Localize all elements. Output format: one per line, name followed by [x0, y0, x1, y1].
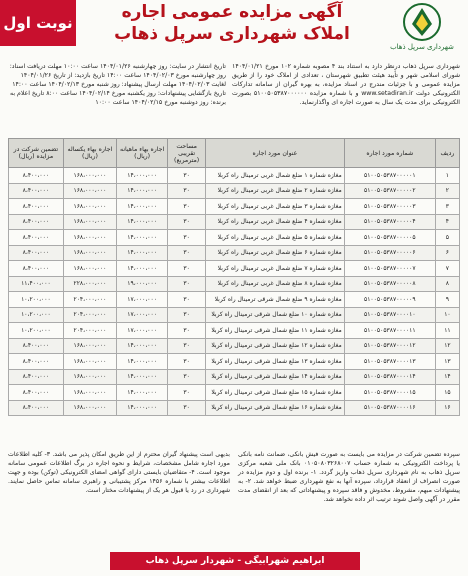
cell-row-number: ۱۳	[435, 354, 459, 370]
cell-area: ۳۰	[168, 214, 206, 230]
cell-lease-number: ۵۱۰۰۵۰۵۳۸۷۰۰۰۰۰۱	[344, 168, 435, 184]
logo-caption: شهرداری سرپل ذهاب	[390, 43, 454, 51]
cell-lease-number: ۵۱۰۰۵۰۵۳۸۷۰۰۰۰۰۹	[344, 292, 435, 308]
table-row	[9, 199, 460, 215]
cell-area: ۳۰	[168, 307, 206, 323]
cell-deposit: ۱۱،۴۰۰،۰۰۰	[9, 276, 64, 292]
cell-area: ۳۰	[168, 168, 206, 184]
cell-monthly-rent: ۱۴،۰۰۰،۰۰۰	[117, 385, 168, 401]
cell-lease-number: ۵۱۰۰۵۰۵۳۸۷۰۰۰۰۱۵	[344, 385, 435, 401]
table-row	[9, 385, 460, 401]
cell-row-number: ۳	[435, 199, 459, 215]
cell-monthly-rent: ۱۴،۰۰۰،۰۰۰	[117, 369, 168, 385]
cell-deposit: ۸،۴۰۰،۰۰۰	[9, 230, 64, 246]
col-lease-number: شماره مورد اجاره	[344, 139, 435, 168]
table-row	[9, 214, 460, 230]
cell-monthly-rent: ۱۷،۰۰۰،۰۰۰	[117, 292, 168, 308]
cell-lease-number: ۵۱۰۰۵۰۵۳۸۷۰۰۰۰۰۲	[344, 183, 435, 199]
cell-lease-title: مغازه شماره ۹ ضلع شمال شرقی ترمینال راه کربلا	[206, 292, 345, 308]
cell-row-number: ۱	[435, 168, 459, 184]
cell-deposit: ۱۰،۲۰۰،۰۰۰	[9, 323, 64, 339]
cell-row-number: ۲	[435, 183, 459, 199]
table-row	[9, 168, 460, 184]
cell-area: ۳۰	[168, 323, 206, 339]
intro-description: شهرداری سرپل ذهاب درنظر دارد به استناد بند ۴ مصوبه شماره ۱۰۲ مورخ ۱۴۰۴/۰۱/۲۱ شورای اسلامی شهر و تأیید هیئت تطبیق شهرستان ، تعدادی از املاک خود را از طریق مزایده عمومی و با جزئیات مندرج در اسناد مزایده، به بهره گیران از سامانه تدارکات الکترونیکی دولت www.setadiran.ir و با شماره مزایده ۵۱۰۰۵۰۵۳۸۷۰۰۰۰۰۰ بصورت الکترونیکی برای مدت یک سال به صورت اجاره ای واگذارنماید.	[232, 63, 460, 106]
cell-lease-title: مغازه شماره ۲ ضلع شمال غربی ترمینال راه کربلا	[206, 183, 345, 199]
cell-deposit: ۸،۴۰۰،۰۰۰	[9, 338, 64, 354]
table-row	[9, 354, 460, 370]
table-row	[9, 338, 460, 354]
cell-deposit: ۸،۴۰۰،۰۰۰	[9, 245, 64, 261]
intro-schedule: تاریخ انتشار در سایت: روز چهارشنبه ۱۴۰۴/۰۱/۲۶ ساعت ۱۰:۰۰ مهلت دریافت اسناد: روز چهارشنبه مورخ ۱۴۰۴/۰۲/۰۳ ساعت ۱۴:۰۰ تاریخ بازدید: از تاریخ ۱۴۰۴/۰۱/۲۶ لغایت ۱۴۰۴/۰۲/۰۳ مهلت ارسال پیشنهاد: روز شنبه مورخ ۱۴۰۴/۰۲/۱۳ ساعت ۱۴:۰۰ تاریخ بازگشایی پیشنهادات: روز یکشنبه مورخ ۱۴۰۴/۰۲/۱۴ ساعت ۸:۰۰ تاریخ اعلام به برنده: روز دوشنبه مورخ ۱۴۰۴/۰۲/۱۵ ساعت ۱۰:۰۰	[9, 63, 226, 106]
cell-lease-title: مغازه شماره ۱ ضلع شمال غربی ترمینال راه کربلا	[206, 168, 345, 184]
cell-monthly-rent: ۱۴،۰۰۰،۰۰۰	[117, 338, 168, 354]
cell-annual-rent: ۱۶۸،۰۰۰،۰۰۰	[63, 400, 116, 416]
cell-deposit: ۱۰،۲۰۰،۰۰۰	[9, 307, 64, 323]
cell-annual-rent: ۲۰۴،۰۰۰،۰۰۰	[63, 307, 116, 323]
cell-lease-number: ۵۱۰۰۵۰۵۳۸۷۰۰۰۰۱۰	[344, 307, 435, 323]
cell-lease-title: مغازه شماره ۱۵ ضلع شمال شرقی ترمینال راه کربلا	[206, 385, 345, 401]
cell-lease-number: ۵۱۰۰۵۰۵۳۸۷۰۰۰۰۱۱	[344, 323, 435, 339]
cell-area: ۳۰	[168, 385, 206, 401]
cell-lease-number: ۵۱۰۰۵۰۵۳۸۷۰۰۰۰۱۴	[344, 369, 435, 385]
first-turn-badge: نوبت اول	[0, 0, 76, 46]
col-row-number: ردیف	[435, 139, 459, 168]
cell-deposit: ۸،۴۰۰،۰۰۰	[9, 400, 64, 416]
cell-lease-number: ۵۱۰۰۵۰۵۳۸۷۰۰۰۰۰۴	[344, 214, 435, 230]
col-monthly-rent: اجاره بهاء ماهیانه (ریال)	[117, 139, 168, 168]
cell-area: ۳۰	[168, 230, 206, 246]
cell-deposit: ۸،۴۰۰،۰۰۰	[9, 369, 64, 385]
cell-row-number: ۸	[435, 276, 459, 292]
table-row	[9, 230, 460, 246]
cell-area: ۳۰	[168, 183, 206, 199]
cell-lease-number: ۵۱۰۰۵۰۵۳۸۷۰۰۰۰۰۶	[344, 245, 435, 261]
cell-annual-rent: ۱۶۸،۰۰۰،۰۰۰	[63, 245, 116, 261]
cell-row-number: ۱۱	[435, 323, 459, 339]
cell-annual-rent: ۱۶۸،۰۰۰،۰۰۰	[63, 338, 116, 354]
table-row	[9, 276, 460, 292]
cell-annual-rent: ۱۶۸،۰۰۰،۰۰۰	[63, 369, 116, 385]
cell-monthly-rent: ۱۴،۰۰۰،۰۰۰	[117, 245, 168, 261]
cell-area: ۳۰	[168, 400, 206, 416]
municipality-logo	[382, 2, 462, 56]
cell-lease-title: مغازه شماره ۸ ضلع شمال غربی ترمینال راه کربلا	[206, 276, 345, 292]
cell-monthly-rent: ۱۷،۰۰۰،۰۰۰	[117, 307, 168, 323]
properties-table	[8, 138, 460, 416]
cell-row-number: ۵	[435, 230, 459, 246]
cell-lease-number: ۵۱۰۰۵۰۵۳۸۷۰۰۰۰۰۸	[344, 276, 435, 292]
cell-annual-rent: ۱۶۸،۰۰۰،۰۰۰	[63, 168, 116, 184]
table-row	[9, 261, 460, 277]
cell-area: ۳۰	[168, 338, 206, 354]
footer-section	[8, 450, 460, 550]
table-row	[9, 400, 460, 416]
cell-annual-rent: ۲۲۸،۰۰۰،۰۰۰	[63, 276, 116, 292]
cell-area: ۳۰	[168, 261, 206, 277]
cell-deposit: ۸،۴۰۰،۰۰۰	[9, 168, 64, 184]
cell-lease-number: ۵۱۰۰۵۰۵۳۸۷۰۰۰۰۰۳	[344, 199, 435, 215]
table-row	[9, 323, 460, 339]
table-row	[9, 292, 460, 308]
cell-lease-title: مغازه شماره ۷ ضلع شمال غربی ترمینال راه کربلا	[206, 261, 345, 277]
table-header-row	[9, 139, 460, 168]
cell-lease-title: مغازه شماره ۱۰ ضلع شمال شرقی ترمینال راه کربلا	[206, 307, 345, 323]
cell-area: ۳۰	[168, 199, 206, 215]
cell-monthly-rent: ۱۴،۰۰۰،۰۰۰	[117, 400, 168, 416]
cell-deposit: ۸،۴۰۰،۰۰۰	[9, 214, 64, 230]
cell-monthly-rent: ۱۴،۰۰۰،۰۰۰	[117, 183, 168, 199]
cell-annual-rent: ۱۶۸،۰۰۰،۰۰۰	[63, 199, 116, 215]
cell-row-number: ۱۲	[435, 338, 459, 354]
col-deposit: تضمین شرکت در مزایده (ریال)	[9, 139, 64, 168]
cell-area: ۳۰	[168, 245, 206, 261]
cell-lease-title: مغازه شماره ۱۲ ضلع شمال شرقی ترمینال راه کربلا	[206, 338, 345, 354]
cell-area: ۳۰	[168, 292, 206, 308]
cell-annual-rent: ۱۶۸،۰۰۰،۰۰۰	[63, 230, 116, 246]
col-annual-rent: اجاره بهاء یکساله (ریال)	[63, 139, 116, 168]
cell-annual-rent: ۲۰۴،۰۰۰،۰۰۰	[63, 323, 116, 339]
cell-lease-title: مغازه شماره ۳ ضلع شمال غربی ترمینال راه کربلا	[206, 199, 345, 215]
cell-monthly-rent: ۱۴،۰۰۰،۰۰۰	[117, 230, 168, 246]
cell-annual-rent: ۲۰۴،۰۰۰،۰۰۰	[63, 292, 116, 308]
table-row	[9, 183, 460, 199]
cell-row-number: ۶	[435, 245, 459, 261]
cell-monthly-rent: ۱۴،۰۰۰،۰۰۰	[117, 354, 168, 370]
cell-lease-number: ۵۱۰۰۵۰۵۳۸۷۰۰۰۰۱۲	[344, 338, 435, 354]
cell-lease-number: ۵۱۰۰۵۰۵۳۸۷۰۰۰۰۰۷	[344, 261, 435, 277]
cell-annual-rent: ۱۶۸،۰۰۰،۰۰۰	[63, 183, 116, 199]
cell-deposit: ۸،۴۰۰،۰۰۰	[9, 183, 64, 199]
cell-lease-number: ۵۱۰۰۵۰۵۳۸۷۰۰۰۰۰۵	[344, 230, 435, 246]
cell-annual-rent: ۱۶۸،۰۰۰،۰۰۰	[63, 354, 116, 370]
municipality-emblem-icon	[401, 2, 443, 42]
col-lease-title: عنوان مورد اجاره	[206, 139, 345, 168]
cell-lease-number: ۵۱۰۰۵۰۵۳۸۷۰۰۰۰۱۶	[344, 400, 435, 416]
cell-row-number: ۴	[435, 214, 459, 230]
cell-deposit: ۸،۴۰۰،۰۰۰	[9, 385, 64, 401]
cell-annual-rent: ۱۶۸،۰۰۰،۰۰۰	[63, 261, 116, 277]
cell-area: ۳۰	[168, 276, 206, 292]
cell-lease-title: مغازه شماره ۵ ضلع شمال غربی ترمینال راه کربلا	[206, 230, 345, 246]
footer-notes: بدیهی است پیشنهاد گیران محترم از این طریق امکان پذیر می باشد. ۳- کلیه اطلاعات مورد اجاره شامل مشخصات، شرایط و نحوه اجاره در برگ اطلاعات عمومی سامانه موجود است. ۴- متقاضیان بایستی دارای گواهی امضای الکترونیکی (توکن) بوده و جهت اطلاعات بیشتر با شماره ۱۴۵۶ مرکز پشتیبانی و راهبری سامانه تماس حاصل نمایند. شهرداری در رد یا قبول هر یک از پیشنهادات مختار است.	[8, 451, 231, 494]
cell-lease-title: مغازه شماره ۶ ضلع شمال غربی ترمینال راه کربلا	[206, 245, 345, 261]
cell-row-number: ۱۴	[435, 369, 459, 385]
table-row	[9, 245, 460, 261]
notice-title-line2: املاک شهرداری سرپل ذهاب	[114, 24, 350, 44]
cell-area: ۳۰	[168, 369, 206, 385]
cell-lease-title: مغازه شماره ۱۶ ضلع شمال شرقی ترمینال راه کربلا	[206, 400, 345, 416]
cell-monthly-rent: ۱۹،۰۰۰،۰۰۰	[117, 276, 168, 292]
cell-monthly-rent: ۱۷،۰۰۰،۰۰۰	[117, 323, 168, 339]
cell-monthly-rent: ۱۴،۰۰۰،۰۰۰	[117, 214, 168, 230]
cell-deposit: ۱۰،۲۰۰،۰۰۰	[9, 292, 64, 308]
cell-deposit: ۸،۴۰۰،۰۰۰	[9, 199, 64, 215]
footer-terms: سپرده تضمین شرکت در مزایده می بایست به صورت فیش بانکی، ضمانت نامه بانکی یا پرداخت الکترونیکی به شماره حساب ۰۱۰۵۰۸۰۳۲۶۸۰۰۷ بانک ملی شعبه مرکزی سرپل ذهاب به نام شهرداری سرپل ذهاب واریز گردد. ۱- برنده اول و دوم مزایده در صورت انصراف از انعقاد قرارداد، سپرده آنها به نفع شهرداری ضبط خواهد شد. ۲- به پیشنهادات مبهم، مشروط، مخدوش و فاقد سپرده و پیشنهاداتی که بعد از انقضای مدت مقرر در آگهی واصل شوند ترتیب اثر داده نخواهد شد.	[238, 451, 460, 503]
cell-monthly-rent: ۱۴،۰۰۰،۰۰۰	[117, 199, 168, 215]
cell-lease-number: ۵۱۰۰۵۰۵۳۸۷۰۰۰۰۱۳	[344, 354, 435, 370]
mayor-signature: ابراهیم شهرابیگی - شهردار سرپل ذهاب	[110, 552, 360, 570]
cell-lease-title: مغازه شماره ۱۴ ضلع شمال شرقی ترمینال راه کربلا	[206, 369, 345, 385]
table-row	[9, 369, 460, 385]
cell-row-number: ۹	[435, 292, 459, 308]
cell-deposit: ۸،۴۰۰،۰۰۰	[9, 354, 64, 370]
cell-row-number: ۷	[435, 261, 459, 277]
cell-deposit: ۸،۴۰۰،۰۰۰	[9, 261, 64, 277]
cell-area: ۳۰	[168, 354, 206, 370]
cell-row-number: ۱۵	[435, 385, 459, 401]
cell-monthly-rent: ۱۴،۰۰۰،۰۰۰	[117, 261, 168, 277]
cell-row-number: ۱۶	[435, 400, 459, 416]
cell-annual-rent: ۱۶۸،۰۰۰،۰۰۰	[63, 214, 116, 230]
notice-header	[0, 0, 468, 58]
cell-lease-title: مغازه شماره ۱۱ ضلع شمال شرقی ترمینال راه کربلا	[206, 323, 345, 339]
notice-title-line1: آگهی مزایده عمومی اجاره	[121, 2, 343, 22]
cell-lease-title: مغازه شماره ۴ ضلع شمال غربی ترمینال راه کربلا	[206, 214, 345, 230]
cell-row-number: ۱۰	[435, 307, 459, 323]
cell-monthly-rent: ۱۴،۰۰۰،۰۰۰	[117, 168, 168, 184]
intro-section	[8, 62, 460, 134]
table-row	[9, 307, 460, 323]
cell-annual-rent: ۱۶۸،۰۰۰،۰۰۰	[63, 385, 116, 401]
col-area: مساحت تقریبی (مترمربع)	[168, 139, 206, 168]
cell-lease-title: مغازه شماره ۱۳ ضلع شمال شرقی ترمینال راه کربلا	[206, 354, 345, 370]
